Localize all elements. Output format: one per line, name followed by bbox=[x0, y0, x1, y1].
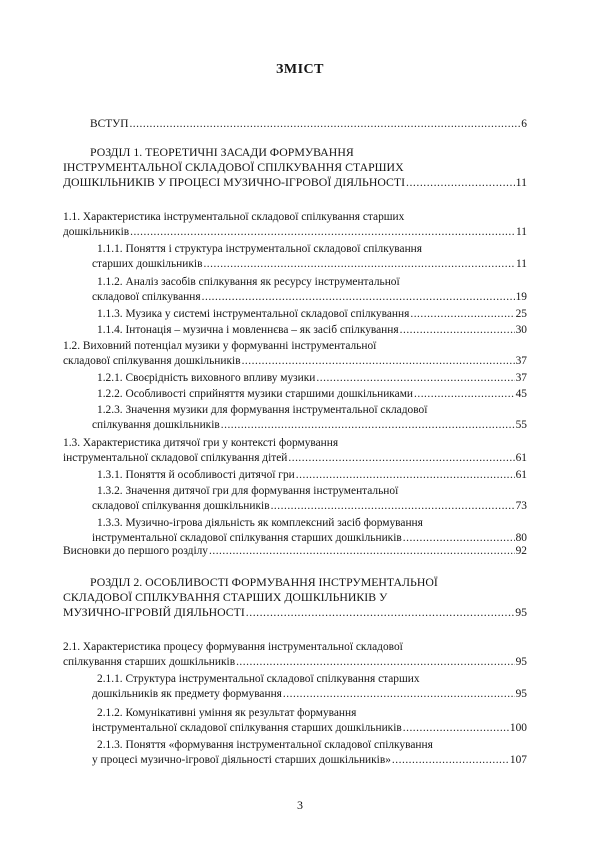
leader-dots bbox=[414, 387, 515, 402]
toc-entry-text: у процесі музично-ігрової діяльності старших дошкільників» bbox=[92, 754, 391, 766]
toc-entry-text: МУЗИЧНО-ІГРОВІЙ ДІЯЛЬНОСТІ bbox=[63, 605, 245, 619]
leader-dots bbox=[221, 418, 515, 433]
toc-entry[interactable] bbox=[97, 323, 527, 338]
leader-dots bbox=[283, 687, 515, 702]
toc-entry[interactable] bbox=[63, 640, 527, 670]
toc-entry[interactable] bbox=[63, 544, 527, 559]
leader-dots bbox=[202, 290, 515, 305]
leader-dots bbox=[400, 323, 515, 338]
toc-entry[interactable] bbox=[97, 468, 527, 483]
toc-page-number: 100 bbox=[509, 722, 527, 734]
leader-dots bbox=[246, 605, 514, 620]
toc-page-number: 30 bbox=[515, 324, 527, 336]
leader-dots bbox=[406, 175, 515, 190]
page-title: ЗМІСТ bbox=[276, 62, 324, 77]
toc-entry-line: 2.1. Характеристика процесу формування інструментальної складової bbox=[63, 641, 403, 653]
toc-entry-line: РОЗДІЛ 1. ТЕОРЕТИЧНІ ЗАСАДИ ФОРМУВАННЯ bbox=[90, 145, 354, 159]
toc-entry-line: ІНСТРУМЕНТАЛЬНОЇ СКЛАДОВОЇ СПІЛКУВАННЯ СТАРШИХ bbox=[63, 160, 404, 174]
leader-dots bbox=[296, 468, 515, 483]
toc-entry-line: 2.1.1. Структура інструментальної складової спілкування старших bbox=[97, 673, 420, 685]
leader-dots bbox=[236, 655, 515, 670]
toc-entry-text: інструментальної складової спілкування дітей bbox=[63, 452, 288, 464]
toc-entry[interactable] bbox=[92, 706, 527, 736]
toc-entry-line: 1.3. Характеристика дитячої гри у контексті формування bbox=[63, 437, 339, 449]
toc-page-number: 6 bbox=[521, 118, 527, 130]
toc-page-number: 55 bbox=[515, 419, 527, 431]
toc-entry-text: старших дошкільників bbox=[92, 258, 203, 270]
leader-dots bbox=[410, 307, 514, 322]
toc-entry[interactable] bbox=[92, 484, 527, 514]
toc-entry-line: 1.3.2. Значення дитячої гри для формування інструментальної bbox=[97, 485, 399, 497]
toc-page-number: 25 bbox=[515, 308, 527, 320]
toc-entry-line: РОЗДІЛ 2. ОСОБЛИВОСТІ ФОРМУВАННЯ ІНСТРУМЕНТАЛЬНОЇ bbox=[90, 575, 438, 589]
toc-entry-text: спілкування дошкільників bbox=[92, 419, 220, 431]
toc-page-number: 61 bbox=[515, 469, 527, 481]
toc-page-number: 11 bbox=[516, 226, 527, 238]
toc-entry-text: ВСТУП bbox=[90, 118, 129, 130]
toc-entry-text: складової спілкування bbox=[92, 291, 201, 303]
toc-page-number: 11 bbox=[516, 258, 527, 270]
toc-page-number: 107 bbox=[509, 754, 527, 766]
toc-page-number: 92 bbox=[515, 545, 527, 557]
toc-entry-text: спілкування старших дошкільників bbox=[63, 656, 236, 668]
toc-page-number: 45 bbox=[515, 388, 527, 400]
toc-entry-text: Висновки до першого розділу bbox=[63, 545, 209, 557]
leader-dots bbox=[288, 451, 514, 466]
toc-entry-text: 1.1.4. Інтонація – музична і мовленнєва – як засіб спілкування bbox=[97, 324, 399, 336]
toc-entry[interactable] bbox=[92, 242, 527, 272]
toc-entry[interactable] bbox=[92, 403, 527, 433]
toc-page-number: 61 bbox=[515, 452, 527, 464]
toc-page-number: 80 bbox=[515, 532, 527, 544]
toc-entry-text: дошкільників як предмету формування bbox=[92, 688, 282, 700]
toc-entry[interactable] bbox=[90, 117, 527, 132]
toc-entry-text: 1.3.1. Поняття й особливості дитячої гри bbox=[97, 469, 295, 481]
toc-entry-line: 1.2.3. Значення музики для формування інструментальної складової bbox=[97, 404, 428, 416]
leader-dots bbox=[316, 371, 514, 386]
toc-page-number: 95 bbox=[515, 688, 527, 700]
leader-dots bbox=[242, 354, 515, 369]
toc-page-number: 73 bbox=[515, 500, 527, 512]
toc-entry-text: інструментальної складової спілкування старших дошкільників bbox=[92, 532, 402, 544]
toc-entry[interactable] bbox=[63, 575, 527, 620]
leader-dots bbox=[271, 499, 515, 514]
toc-entry-text: ДОШКІЛЬНИКІВ У ПРОЦЕСІ МУЗИЧНО-ІГРОВОЇ ДІЯЛЬНОСТІ bbox=[63, 175, 406, 189]
leader-dots bbox=[203, 257, 515, 272]
toc-entry-text: 1.1.3. Музика у системі інструментальної складової спілкування bbox=[97, 308, 410, 320]
toc-entry-text: 1.2.1. Своєрідність виховного впливу музики bbox=[97, 372, 316, 384]
toc-page-number: 95 bbox=[515, 656, 527, 668]
leader-dots bbox=[130, 225, 515, 240]
toc-entry[interactable] bbox=[63, 210, 527, 240]
toc-entry-line: 2.1.2. Комунікативні уміння як результат формування bbox=[97, 707, 357, 719]
page-number: 3 bbox=[297, 798, 303, 812]
toc-entry[interactable] bbox=[63, 339, 527, 369]
toc-entry[interactable] bbox=[97, 387, 527, 402]
toc-entry[interactable] bbox=[92, 275, 527, 305]
leader-dots bbox=[129, 117, 520, 132]
toc-entry-line: 1.1.1. Поняття і структура інструментальної складової спілкування bbox=[97, 243, 423, 255]
toc-entry[interactable] bbox=[92, 738, 527, 768]
toc-entry-text: дошкільників bbox=[63, 226, 130, 238]
toc-entry-line: 1.3.3. Музично-ігрова діяльність як комплексний засіб формування bbox=[97, 517, 423, 529]
toc-entry-text: інструментальної складової спілкування старших дошкільників bbox=[92, 722, 402, 734]
toc-entry-text: складової спілкування дошкільників bbox=[92, 500, 270, 512]
toc-entry-line: 1.2. Виховний потенціал музики у формуванні інструментальної bbox=[63, 340, 377, 352]
toc-entry[interactable] bbox=[63, 436, 527, 466]
toc-entry-line: 2.1.3. Поняття «формування інструментальної складової спілкування bbox=[97, 739, 433, 751]
toc-page-number: 37 bbox=[515, 355, 527, 367]
toc-entry-line: 1.1. Характеристика інструментальної складової спілкування старших bbox=[63, 211, 405, 223]
toc-page-number: 95 bbox=[515, 605, 527, 619]
toc-entry[interactable] bbox=[92, 516, 527, 546]
leader-dots bbox=[392, 753, 509, 768]
leader-dots bbox=[403, 721, 509, 736]
toc-entry[interactable] bbox=[92, 672, 527, 702]
toc-entry-text: складової спілкування дошкільників bbox=[63, 355, 241, 367]
toc-entry[interactable] bbox=[97, 371, 527, 386]
toc-page-number: 11 bbox=[515, 175, 527, 189]
toc-page-number: 37 bbox=[515, 372, 527, 384]
toc-entry-text: 1.2.2. Особливості сприйняття музики старшими дошкільниками bbox=[97, 388, 414, 400]
toc-entry[interactable] bbox=[97, 307, 527, 322]
leader-dots bbox=[209, 544, 515, 559]
toc-page-number: 19 bbox=[515, 291, 527, 303]
toc-entry-line: 1.1.2. Аналіз засобів спілкування як ресурсу інструментальної bbox=[97, 276, 400, 288]
toc-entry-line: СКЛАДОВОЇ СПІЛКУВАННЯ СТАРШИХ ДОШКІЛЬНИКІВ У bbox=[63, 590, 388, 604]
toc-entry[interactable] bbox=[63, 145, 527, 190]
